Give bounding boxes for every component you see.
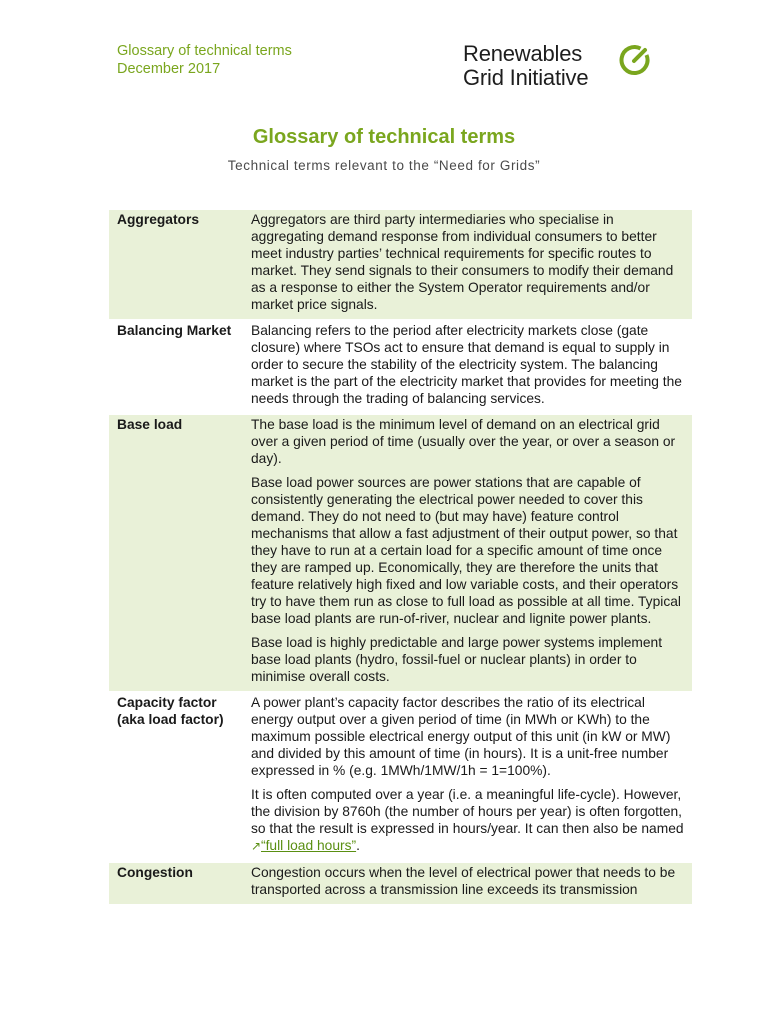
full-load-hours-link[interactable] <box>251 838 356 853</box>
definition-paragraph: Congestion occurs when the level of electrical power that needs to be transported across a transmission line exceeds its transmission <box>251 865 676 897</box>
definition-paragraph: Base load is highly predictable and large power systems implement base load plants (hydro, fossil-fuel or nuclear plants) in order to minimise overall costs. <box>251 635 663 684</box>
header-doc-title: Glossary of technical terms <box>117 43 292 59</box>
definition-paragraph-with-link <box>251 786 688 855</box>
glossary-entry-capacity-factor <box>109 693 692 863</box>
document-header <box>117 42 292 78</box>
glossary-term: Aggregators <box>117 212 200 227</box>
glossary-entry-congestion <box>109 863 692 906</box>
header-doc-date: December 2017 <box>117 61 221 77</box>
definition-paragraph: A power plant’s capacity factor describes the ratio of its electrical energy output over a given period of time (in MWh or KWh) to the maximum possible electrical energy output of this unit (in kW or MW) and divided by this amount of time (in hours). It is a unit-free number expressed in % (e.g. 1MWh/1MW/1h = 1=100%). <box>251 695 671 778</box>
glossary-definition <box>251 210 692 313</box>
glossary-definition <box>251 693 692 855</box>
definition-paragraph: The base load is the minimum level of demand on an electrical grid over a given period of time (usually over the year, or over a season or day). <box>251 417 676 466</box>
link-suffix: . <box>356 838 360 853</box>
glossary-term: Balancing Market <box>117 323 232 338</box>
glossary-term-line-2: (aka load factor) <box>117 712 224 727</box>
definition-paragraph: Balancing refers to the period after electricity markets close (gate closure) where TSOs act to ensure that demand is equal to supply in order to secure the stability of the electricity system. The balancing market is the part of the electricity market that provides for meeting the needs through the trading of balancing services. <box>251 323 682 406</box>
arrow-link-icon: ↗ <box>251 839 262 853</box>
glossary-definition <box>251 321 692 407</box>
glossary-term-line-1: Capacity factor <box>117 695 217 710</box>
definition-paragraph: Aggregators are third party intermediaries who specialise in aggregating demand response from individual consumers to better meet industry parties’ technical requirements for specific routes to market. They send signals to their consumers to modify their demand as a response to either the System Operator requirements and/or market price signals. <box>251 212 674 312</box>
glossary-entry-balancing-market <box>109 321 692 415</box>
power-ring-icon <box>616 42 652 78</box>
logo-line-1: Renewables <box>463 41 583 66</box>
page-subtitle: Technical terms relevant to the “Need for Grids” <box>227 158 541 173</box>
glossary-table <box>109 210 692 906</box>
link-text: “full load hours” <box>261 838 357 853</box>
glossary-term: Base load <box>117 417 183 432</box>
glossary-term: Congestion <box>117 865 193 880</box>
definition-paragraph: Base load power sources are power stations that are capable of consistently generating the electrical power needed to cover this demand. They do not need to (but may have) feature control mechanisms that allow a fast adjustment of their output power, so that they have to run at a certain load for a specific amount of time once they are ramped up. Economically, they are therefore the units that feature relatively high fixed and low variable costs, and their operators try to have them run as close to full load as possible at all time. Typical base load plants are run-of-river, nuclear and lignite power plants. <box>251 475 681 626</box>
page-title: Glossary of technical terms <box>252 126 516 148</box>
definition-paragraph-text: It is often computed over a year (i.e. a meaningful life-cycle). However, the division by 8760h (the number of hours per year) is often forgotten, so that the result is expressed in hours/year. It can then also be named <box>251 787 684 836</box>
logo-line-2: Grid Initiative <box>463 65 589 90</box>
glossary-definition <box>251 863 692 898</box>
glossary-entry-base-load <box>109 415 692 693</box>
glossary-term <box>109 693 251 855</box>
renewables-grid-initiative-logo <box>463 42 663 94</box>
glossary-entry-aggregators <box>109 210 692 321</box>
glossary-definition <box>251 415 692 685</box>
logo-text <box>463 42 588 90</box>
